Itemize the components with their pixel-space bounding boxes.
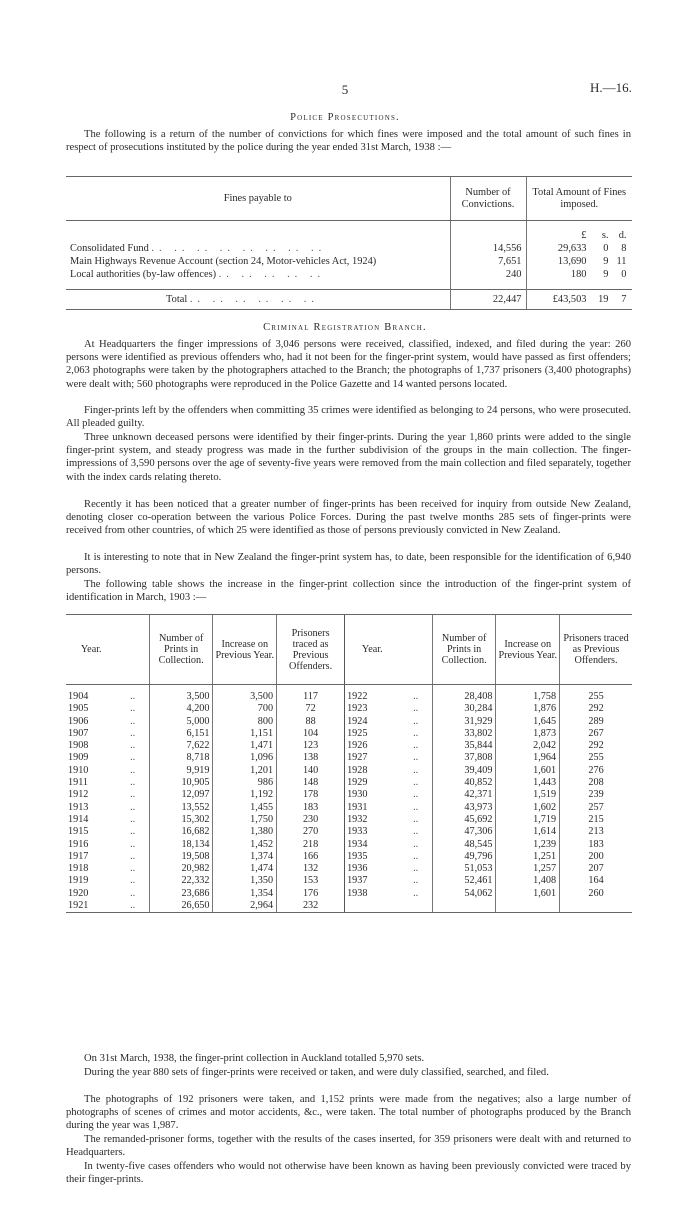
prints-cell: 42,371 [432,789,496,801]
increase-cell: 1,964 [496,752,560,764]
increase-cell: 1,601 [496,765,560,777]
prisoners-cell: 138 [277,752,345,764]
prisoners-cell: 255 [560,752,632,764]
table-row [66,777,632,789]
prisoners-cell: 257 [560,802,632,814]
leader-dots: .. [413,801,419,813]
leader-dots: .. [413,838,419,850]
section-title-police: Police Prosecutions. [290,112,400,123]
prints-cell: 9,919 [149,765,213,777]
prisoners-cell: 104 [277,728,345,740]
fines-row: Local authorities (by-law offences) .. .. .. .. .. 240 180 9 0 [66,268,632,281]
table-row [66,703,632,715]
leader-dots: .. [413,691,419,702]
table-row [66,875,632,887]
increase-cell: 1,471 [213,740,277,752]
year-cell: 1911 [68,777,88,789]
leader-dots: .. [130,887,136,899]
prints-cell: 5,000 [149,716,213,728]
crb-paragraph: Three unknown deceased persons were identified by their finger-prints. During the year 1,860 prints were added to the single finger-print system, and steady progress was made in the further subdivision of the groups in the main collection. The finger-impressions of 3,590 persons over the age of seventy-five years were removed from the main collection and filed separately, together with the index cards relating thereto. [66,432,631,483]
increase-cell: 1,474 [213,863,277,875]
leader-dots: .. [130,691,136,702]
increase-cell: 1,257 [496,863,560,875]
prisoners-cell: 88 [277,716,345,728]
fines-row: Main Highways Revenue Account (section 24, Motor-vehicles Act, 1924) 7,651 13,690 9 11 [66,255,632,268]
leader-dots: .. [130,801,136,813]
closing-paragraph: In twenty-five cases offenders who would not otherwise have been known as having been previously convicted were traced by their finger-prints. [66,1161,631,1186]
leader-dots: .. [130,813,136,825]
table-row [66,900,632,913]
year-cell: 1933 [345,826,400,838]
crb-paragraph: At Headquarters the finger impressions of 3,046 persons were received, classified, indexed, and filed during the year: 260 persons were identified as previous offenders who, had it not been for the finger-print system, would have passed as first offenders; 2,063 photographs were taken by the photographers attached to the Branch; the photographs of 1,737 prisoners (3,400 photographs) were dealt with; 560 photographs were reproduced in the Police Gazette and 14 wanted persons located. [66,339,631,390]
table-row [66,814,632,826]
leader-dots: .. [413,875,419,887]
col-increase: Increase on Previous Year. [213,615,277,685]
leader-dots: .. [413,740,419,752]
prints-cell: 6,151 [149,728,213,740]
increase-cell: 1,192 [213,789,277,801]
empty-cell [496,900,560,913]
prisoners-cell: 166 [277,851,345,863]
increase-cell: 1,443 [496,777,560,789]
leader-dots: .. [130,789,136,801]
leader-dots: .. [130,838,136,850]
prints-cell: 16,682 [149,826,213,838]
finger-print-table [66,614,632,913]
fines-table [66,176,632,310]
increase-cell: 1,374 [213,851,277,863]
year-cell: 1925 [345,728,400,740]
leader-dots: .. [413,813,419,825]
year-cell: 1910 [68,764,89,776]
leader-dots: .. [413,764,419,776]
prisoners-cell: 215 [560,814,632,826]
prisoners-cell: 239 [560,789,632,801]
increase-cell: 800 [213,716,277,728]
prisoners-cell: 72 [277,703,345,715]
prisoners-cell: 213 [560,826,632,838]
leader-dots: .. [130,875,136,887]
year-cell: 1934 [345,839,400,851]
col-year: Year. [66,615,116,685]
col-prisoners: Prisoners traced as Previous Offenders. [277,615,345,685]
prints-cell: 22,332 [149,875,213,887]
leader-dots: .. [413,727,419,739]
prisoners-cell: 260 [560,888,632,900]
increase-cell: 2,964 [213,900,277,913]
table-row [66,802,632,814]
closing-paragraph: The remanded-prisoner forms, together with the results of the cases inserted, for 359 prisoners were dealt with and returned to Headquarters. [66,1134,631,1159]
prints-cell: 7,622 [149,740,213,752]
table-row [66,765,632,777]
table-row [66,740,632,752]
year-cell: 1906 [68,715,89,727]
increase-cell: 1,201 [213,765,277,777]
year-cell: 1920 [68,887,89,899]
year-cell: 1932 [345,814,400,826]
prisoners-cell: 132 [277,863,345,875]
prints-cell: 19,508 [149,851,213,863]
prisoners-cell: 140 [277,765,345,777]
leader-dots: .. [413,863,419,875]
fines-row: Consolidated Fund .. .. .. .. .. .. .. .. 14,556 29,633 0 8 [66,242,632,255]
prints-cell: 20,982 [149,863,213,875]
year-cell: 1937 [345,875,400,887]
prisoners-cell: 183 [277,802,345,814]
col-increase: Increase on Previous Year. [496,615,560,685]
year-cell: 1921 [66,900,116,913]
leader-dots: .. [130,764,136,776]
prints-cell: 26,650 [149,900,213,913]
document-reference: H.—16. [590,80,632,95]
col-convictions: Number of Convictions. [450,177,526,221]
prints-cell: 52,461 [432,875,496,887]
year-cell: 1935 [345,851,400,863]
year-cell: 1926 [345,740,400,752]
table-row [66,685,632,704]
prints-cell: 15,302 [149,814,213,826]
col-prints: Number of Prints in Collection. [149,615,213,685]
empty-cell [345,900,400,913]
prisoners-cell: 208 [560,777,632,789]
year-cell: 1929 [345,777,400,789]
prisoners-cell: 292 [560,703,632,715]
table-row [66,789,632,801]
prisoners-cell: 230 [277,814,345,826]
prints-cell: 39,409 [432,765,496,777]
prisoners-cell: 232 [277,900,345,913]
prints-cell: 49,796 [432,851,496,863]
increase-cell: 1,614 [496,826,560,838]
prints-cell: 37,808 [432,752,496,764]
leader-dots: .. [130,703,136,715]
leader-dots: .. [130,715,136,727]
col-fines-payable: Fines payable to [66,177,450,221]
year-cell: 1916 [68,838,89,850]
leader-dots: .. [116,900,149,913]
prints-cell: 54,062 [432,888,496,900]
increase-cell: 1,758 [496,685,560,704]
prints-cell: 35,844 [432,740,496,752]
prisoners-cell: 164 [560,875,632,887]
table-row [66,752,632,764]
prints-cell: 45,692 [432,814,496,826]
year-cell: 1927 [345,752,400,764]
prisoners-cell: 200 [560,851,632,863]
year-cell: 1912 [68,789,89,801]
increase-cell: 1,350 [213,875,277,887]
empty-cell [432,900,496,913]
crb-paragraph: Finger-prints left by the offenders when committing 35 crimes were identified as belonging to 24 persons, who were prosecuted. All pleaded guilty. [66,405,631,430]
prisoners-cell: 289 [560,716,632,728]
year-cell: 1904 [68,691,89,702]
col-prisoners: Prisoners traced as Previous Offenders. [560,615,632,685]
empty-cell [399,900,432,913]
table-row [66,888,632,900]
table-row [66,851,632,863]
increase-cell: 2,042 [496,740,560,752]
increase-cell: 1,380 [213,826,277,838]
increase-cell: 3,500 [213,685,277,704]
increase-cell: 1,251 [496,851,560,863]
leader-dots: .. [130,863,136,875]
closing-paragraph: During the year 880 sets of finger-prints were received or taken, and were duly classified, searched, and filed. [84,1067,549,1078]
leader-dots: .. [413,703,419,715]
prisoners-cell: 267 [560,728,632,740]
increase-cell: 1,601 [496,888,560,900]
prisoners-cell: 148 [277,777,345,789]
col-year: Year. [345,615,400,685]
year-cell: 1924 [345,716,400,728]
prints-cell: 33,802 [432,728,496,740]
increase-cell: 1,408 [496,875,560,887]
prisoners-cell: 176 [277,888,345,900]
table-row [66,863,632,875]
crb-paragraph: The following table shows the increase in the finger-print collection since the introduction of the finger-print system of identification in March, 1903 :— [66,579,631,604]
year-cell: 1936 [345,863,400,875]
increase-cell: 1,452 [213,839,277,851]
leader-dots: .. [413,789,419,801]
closing-paragraph: On 31st March, 1938, the finger-print collection in Auckland totalled 5,970 sets. [84,1053,425,1064]
table-row [66,728,632,740]
year-cell: 1913 [68,801,89,813]
col-prints: Number of Prints in Collection. [432,615,496,685]
prisoners-cell: 218 [277,839,345,851]
prints-cell: 30,284 [432,703,496,715]
increase-cell: 1,873 [496,728,560,740]
year-cell: 1918 [68,863,89,875]
increase-cell: 1,151 [213,728,277,740]
prints-cell: 12,097 [149,789,213,801]
prisoners-cell: 270 [277,826,345,838]
prisoners-cell: 292 [560,740,632,752]
prisoners-cell: 255 [560,685,632,704]
increase-cell: 1,876 [496,703,560,715]
increase-cell: 1,602 [496,802,560,814]
prints-cell: 40,852 [432,777,496,789]
col-total-amount: Total Amount of Fines imposed. [526,177,632,221]
prisoners-cell: 117 [277,685,345,704]
leader-dots: .. [413,715,419,727]
year-cell: 1931 [345,802,400,814]
leader-dots: .. [413,752,419,764]
year-cell: 1923 [345,703,400,715]
prints-cell: 43,973 [432,802,496,814]
crb-paragraph: Recently it has been noticed that a greater number of finger-prints has been received for inquiry from outside New Zealand, denoting closer co-operation between the various Police Forces. During the past twelve months 285 sets of finger-prints were received from other countries, of which 25 were identified as those of persons previously convicted in New Zealand. [66,499,631,537]
increase-cell: 986 [213,777,277,789]
empty-cell [560,900,632,913]
section-title-crb: Criminal Registration Branch. [263,322,427,333]
leader-dots: .. [130,740,136,752]
leader-dots: .. [130,727,136,739]
prisoners-cell: 276 [560,765,632,777]
prints-cell: 48,545 [432,839,496,851]
year-cell: 1930 [345,789,400,801]
leader-dots: .. [130,850,136,862]
table-row [66,839,632,851]
leader-dots: .. [413,777,419,789]
increase-cell: 1,239 [496,839,560,851]
year-cell: 1922 [345,685,400,704]
prisoners-cell: 178 [277,789,345,801]
table-row [66,716,632,728]
year-cell: 1928 [345,765,400,777]
prints-cell: 23,686 [149,888,213,900]
increase-cell: 1,719 [496,814,560,826]
year-cell: 1907 [68,727,89,739]
prints-cell: 10,905 [149,777,213,789]
prints-cell: 4,200 [149,703,213,715]
table-row [66,826,632,838]
prisoners-cell: 123 [277,740,345,752]
year-cell: 1905 [68,703,89,715]
increase-cell: 1,354 [213,888,277,900]
prisoners-cell: 183 [560,839,632,851]
increase-cell: 1,096 [213,752,277,764]
leader-dots: .. [130,752,136,764]
year-cell: 1919 [68,875,89,887]
year-cell: 1914 [68,813,89,825]
prints-cell: 18,134 [149,839,213,851]
prints-cell: 31,929 [432,716,496,728]
prints-cell: 47,306 [432,826,496,838]
leader-dots: .. [413,850,419,862]
increase-cell: 1,519 [496,789,560,801]
prints-cell: 13,552 [149,802,213,814]
prints-cell: 3,500 [149,685,213,704]
increase-cell: 1,750 [213,814,277,826]
crb-paragraph: It is interesting to note that in New Zealand the finger-print system has, to date, been responsible for the identification of 6,940 persons. [66,552,631,577]
leader-dots: .. [130,826,136,838]
leader-dots: .. [413,887,419,899]
year-cell: 1915 [68,826,89,838]
prints-cell: 8,718 [149,752,213,764]
amount-units: £ s. d. [581,230,627,241]
year-cell: 1917 [68,850,89,862]
fines-total-row: Total .. .. .. .. .. .. 22,447 £43,503 19 7 [66,289,632,309]
year-cell: 1908 [68,740,89,752]
increase-cell: 700 [213,703,277,715]
leader-dots: .. [413,826,419,838]
leader-dots: .. [130,777,136,789]
prints-cell: 28,408 [432,685,496,704]
prisoners-cell: 153 [277,875,345,887]
increase-cell: 1,645 [496,716,560,728]
page-number: 5 [341,82,349,97]
increase-cell: 1,455 [213,802,277,814]
year-cell: 1909 [68,752,89,764]
prisoners-cell: 207 [560,863,632,875]
police-intro: The following is a return of the number of convictions for which fines were imposed and the total amount of such fines in respect of prosecutions instituted by the police during the year ended 31st March, 1938 :— [66,129,631,154]
year-cell: 1938 [345,888,400,900]
closing-paragraph: The photographs of 192 prisoners were taken, and 1,152 prints were made from the negatives; also a large number of photographs of scenes of crimes and motor accidents, &c., were taken. The total number of photographs produced by the Branch during the year was 1,987. [66,1094,631,1132]
prints-cell: 51,053 [432,863,496,875]
